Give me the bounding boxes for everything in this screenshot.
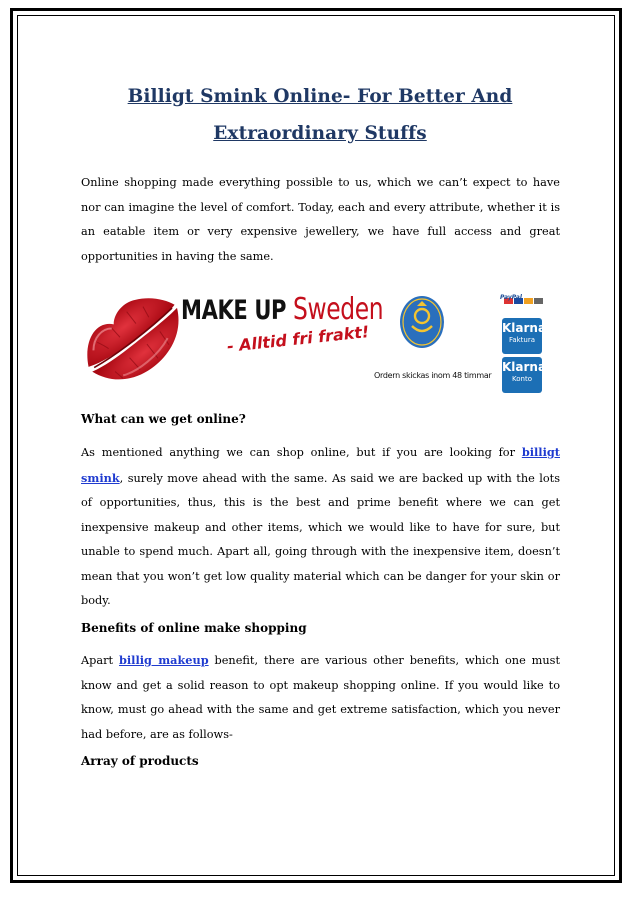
posten-caption: Ordern skickas inom 48 timmar (374, 371, 492, 380)
section-heading-array-of-products: Array of products (81, 754, 199, 768)
klarna-faktura-badge (502, 318, 547, 354)
banner-tagline: - Alltid fri frakt! (226, 322, 371, 356)
section-heading-benefits: Benefits of online make shopping (81, 621, 307, 635)
document-title-line2: Extraordinary Stuffs (213, 123, 427, 144)
klarna-konto-name: Klarna (502, 360, 547, 374)
klarna-faktura-sub: Faktura (508, 336, 536, 344)
banner-brand-make: MAKE UP (181, 295, 287, 326)
klarna-konto-badge (502, 357, 547, 393)
billig-makeup-link[interactable]: billig makeup (118, 653, 209, 667)
paypal-badge (500, 284, 542, 308)
section2-paragraph (81, 648, 560, 747)
intro-paragraph: Online shopping made everything possible to us, which we can’t expect to have nor can imagine the level of comfort. Today, each and every attribute, whether it is an eatable item or very expensive jewellery, we have full access and great opportunities in having the same. (81, 176, 560, 263)
banner-brand (181, 292, 383, 327)
section1-text-before: As mentioned anything we can shop online, but if you are looking for (81, 446, 522, 459)
klarna-faktura-name: Klarna (502, 321, 547, 335)
section1-paragraph (81, 440, 560, 614)
section2-text-before: Apart (81, 654, 119, 667)
paypal-label: PayPal (500, 294, 522, 301)
posten-logo-icon (400, 296, 444, 348)
section1-text-after: , surely move ahead with the same. As said we are backed up with the lots of opportunities, thus, this is the best and prime benefit where we can get inexpensive makeup and other items, which we would like to have for sure, but unable to spend much. Apart all, going through with the inexpensive item, doesn’t mean that you won’t get low quality material which can be danger for your skin or body. (81, 471, 560, 607)
klarna-konto-sub: Konto (512, 375, 532, 383)
section-heading-what-can-we-get: What can we get online? (81, 412, 246, 426)
section2-text-after: benefit, there are various other benefits, which one must know and get a solid reason to opt makeup shopping online. If you would like to know, must go ahead with the same and get extreme satisfaction, which you never had before, are as follows- (81, 654, 561, 741)
banner-brand-sweden: Sweden (293, 292, 384, 327)
billigt-smink-link[interactable]: billigt smink (81, 445, 560, 485)
document-title-line1: Billigt Smink Online- For Better And (127, 86, 513, 107)
